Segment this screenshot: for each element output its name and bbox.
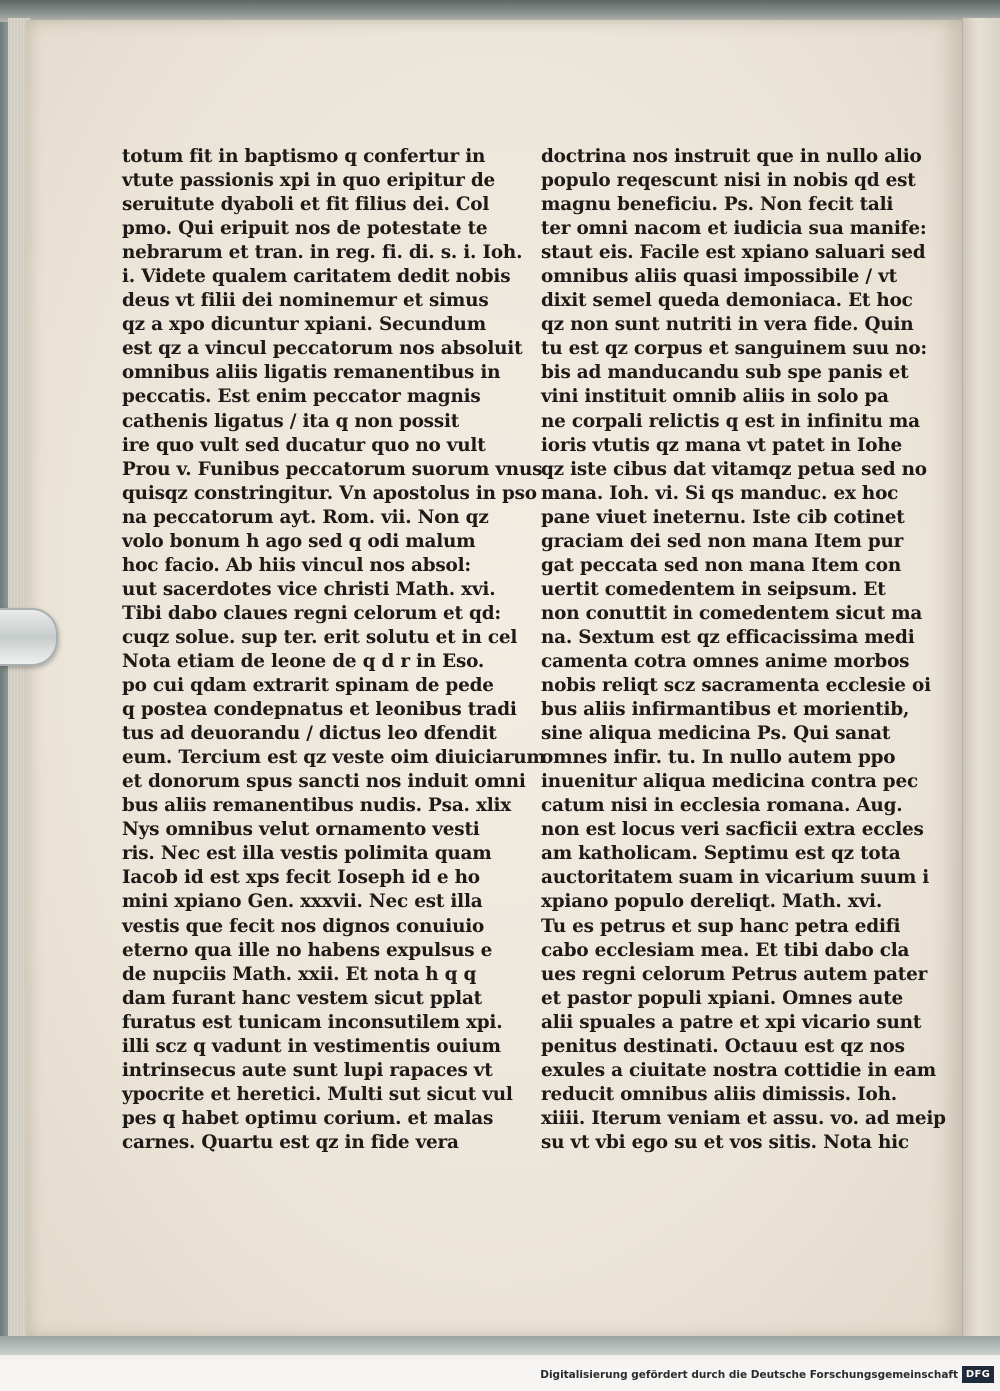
facing-page-edge [962, 18, 1000, 1336]
text-line: cathenis ligatus / ita q non possit [122, 410, 460, 432]
text-line: xpiano populo dereliqt. Math. xvi. [541, 891, 883, 913]
text-line: doctrina nos instruit que in nullo alio [541, 146, 922, 167]
text-line: illi scz q vadunt in vestimentis ouium [122, 1035, 501, 1057]
text-line: furatus est tunicam inconsutilem xpi. [122, 1011, 503, 1033]
text-line: vini instituit omnib aliis in solo pa [541, 386, 889, 408]
text-line: pmo. Qui eripuit nos de potestate te [122, 218, 488, 240]
text-line: catum nisi in ecclesia romana. Aug. [541, 795, 903, 817]
text-line: su vt vbi ego su et vos sitis. Nota hic [541, 1131, 909, 1153]
text-line: Nys omnibus velut ornamento vesti [122, 819, 480, 841]
text-line: non conuttit in comedentem sicut ma [541, 602, 923, 624]
text-line: Prou v. Funibus peccatorum suorum vnus [122, 458, 543, 480]
text-line: populo reqescunt nisi in nobis qd est [541, 170, 916, 192]
text-line: bus aliis infirmantibus et morientib, [541, 699, 910, 721]
text-line: et donorum spus sancti nos induit omni [122, 771, 526, 793]
text-line: omnibus aliis quasi impossibile / vt [541, 266, 897, 288]
text-line: pes q habet optimu corium. et malas [122, 1107, 494, 1129]
text-line: alii spuales a patre et xpi vicario sunt [541, 1011, 922, 1033]
text-line: magnu beneficiu. Ps. Non fecit tali [541, 194, 894, 216]
text-line: Tibi dabo claues regni celorum et qd: [122, 602, 501, 624]
text-line: camenta cotra omnes anime morbos [541, 650, 910, 672]
text-line: sine aliqua medicina Ps. Qui sanat [541, 723, 891, 745]
text-line: dixit semel queda demoniaca. Et hoc [541, 290, 913, 312]
text-line: eterno qua ille no habens expulsus e [122, 939, 493, 961]
text-line: nobis reliqt scz sacramenta ecclesie oi [541, 675, 931, 697]
book-board-top [0, 0, 1000, 22]
text-line: hoc facio. Ab hiis vincul nos absol: [122, 554, 471, 576]
text-line: graciam dei sed non mana Item pur [541, 530, 904, 552]
text-line: ypocrite et heretici. Multi sut sicut vul [122, 1083, 513, 1105]
text-line: tu est qz corpus et sanguinem suu no: [541, 338, 927, 360]
text-line: de nupciis Math. xxii. Et nota h q q [122, 963, 477, 985]
text-line: carnes. Quartu est qz in fide vera [122, 1131, 459, 1153]
text-line: peccatis. Est enim peccator magnis [122, 386, 481, 408]
text-line: po cui qdam extrarit spinam de pede [122, 675, 494, 697]
text-line: penitus destinati. Octauu est qz nos [541, 1035, 905, 1057]
text-line: cabo ecclesiam mea. Et tibi dabo cla [541, 939, 910, 961]
text-line: na. Sextum est qz efficacissima medi [541, 626, 915, 648]
text-line: ter omni nacom et iudicia sua manife: [541, 218, 927, 240]
text-line: auctoritatem suam in vicarium suum i [541, 867, 930, 889]
text-line: dam furant hanc vestem sicut pplat [122, 987, 482, 1009]
text-line: nebrarum et tran. in reg. fi. di. s. i. Ioh. [122, 242, 523, 264]
text-line: est qz a vincul peccatorum nos absoluit [122, 338, 523, 360]
text-line: cuqz solue. sup ter. erit solutu et in cel [122, 626, 518, 648]
text-line: et pastor populi xpiani. Omnes aute [541, 987, 903, 1009]
text-line: ris. Nec est illa vestis polimita quam [122, 843, 492, 865]
text-line: vestis que fecit nos dignos conuiuio [122, 915, 485, 937]
text-line: qz non sunt nutriti in vera fide. Quin [541, 314, 914, 336]
text-line: Tu es petrus et sup hanc petra edifi [541, 915, 901, 937]
text-line: reducit omnibus aliis dimissis. Ioh. [541, 1083, 897, 1105]
page-clip [0, 608, 58, 666]
text-line: qz a xpo dicuntur xpiani. Secundum [122, 314, 486, 336]
text-line: gat peccata sed non mana Item con [541, 554, 902, 576]
text-line: q postea condepnatus et leonibus tradi [122, 699, 517, 721]
text-line: uut sacerdotes vice christi Math. xvi. [122, 578, 496, 600]
text-line: mana. Ioh. vi. Si qs manduc. ex hoc [541, 482, 899, 504]
text-line: ues regni celorum Petrus autem pater [541, 963, 928, 985]
text-line: mini xpiano Gen. xxxvii. Nec est illa [122, 891, 483, 913]
text-line: ire quo vult sed ducatur quo no vult [122, 434, 486, 456]
text-line: ioris vtutis qz mana vt patet in Iohe [541, 434, 902, 456]
text-line: Iacob id est xps fecit Ioseph id e ho [122, 867, 480, 889]
text-line: deus vt filii dei nominemur et simus [122, 290, 489, 312]
text-line: na peccatorum ayt. Rom. vii. Non qz [122, 506, 489, 528]
text-line: Nota etiam de leone de q d r in Eso. [122, 650, 485, 672]
footer-credit: Digitalisierung gefördert durch die Deutsche Forschungsgemeinschaft [540, 1369, 958, 1381]
left-text-column [122, 145, 546, 1155]
text-line: omnibus aliis ligatis remanentibus in [122, 362, 501, 384]
right-text-column [541, 145, 946, 1155]
book-bottom-edge [0, 1336, 1000, 1355]
text-line: xiiii. Iterum veniam et assu. vo. ad meip [541, 1107, 946, 1129]
text-line: i. Videte qualem caritatem dedit nobis [122, 266, 511, 288]
text-line: staut eis. Facile est xpiano saluari sed [541, 242, 926, 264]
text-line: seruitute dyaboli et fit filius dei. Col [122, 194, 490, 216]
text-line: totum fit in baptismo q confertur in [122, 146, 486, 167]
text-line: intrinsecus aute sunt lupi rapaces vt [122, 1059, 493, 1081]
text-line: tus ad deuorandu / dictus leo dfendit [122, 723, 497, 745]
text-line: non est locus veri sacficii extra eccles [541, 819, 924, 841]
text-line: pane viuet ineternu. Iste cib cotinet [541, 506, 905, 528]
text-line: vtute passionis xpi in quo eripitur de [122, 170, 496, 192]
dfg-logo: DFG [962, 1366, 994, 1383]
text-line: ne corpali relictis q est in infinitu ma [541, 410, 920, 432]
text-line: volo bonum h ago sed q odi malum [122, 530, 476, 552]
text-line: exules a ciuitate nostra cottidie in eam [541, 1059, 937, 1081]
text-line: bis ad manducandu sub spe panis et [541, 362, 909, 384]
text-line: quisqz constringitur. Vn apostolus in pso [122, 482, 537, 504]
text-line: eum. Tercium est qz veste oim diuiciarum [122, 747, 546, 769]
text-line: qz iste cibus dat vitamqz petua sed no [541, 458, 927, 480]
text-line: inuenitur aliqua medicina contra pec [541, 771, 918, 793]
text-line: uertit comedentem in seipsum. Et [541, 578, 886, 600]
text-line: am katholicam. Septimu est qz tota [541, 843, 901, 865]
text-line: omnes infir. tu. In nullo autem ppo [541, 747, 896, 769]
text-line: bus aliis remanentibus nudis. Psa. xlix [122, 795, 512, 817]
